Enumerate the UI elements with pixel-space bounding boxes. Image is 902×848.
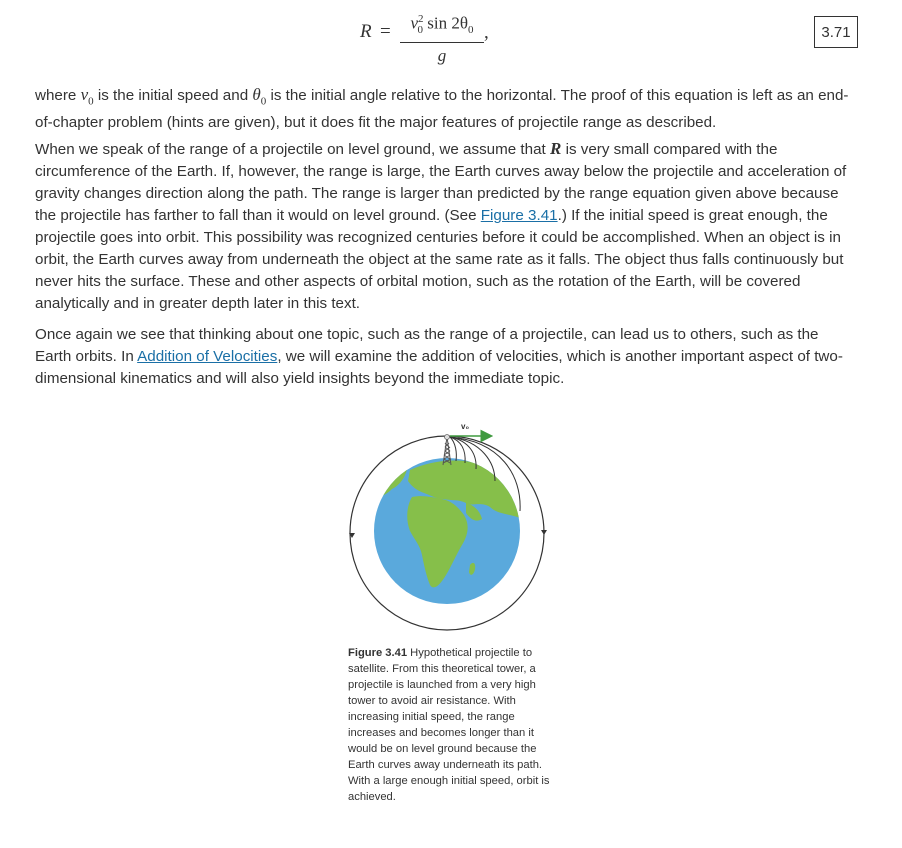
equation-denominator: g xyxy=(437,46,447,66)
earth-orbit-figure xyxy=(340,415,560,640)
p2-text-2: is very small compared with the circumference of the Earth. If, however, the range is large, the Earth curves away below the projectile and acceleration of gravity changes direction along the path. The range is larger than predicted by the range equation given above because the projectile has farther to fall than it would on level ground. (See xyxy=(35,141,847,224)
p1-theta-symbol: θ xyxy=(252,85,261,104)
p1-v0-sub: 0 xyxy=(88,95,94,108)
paragraph-1 xyxy=(35,84,855,134)
fraction-bar xyxy=(400,42,484,43)
p3-text-2: , we will examine the addition of velocities, which is another important aspect of two-dimensional kinematics and will also yield insights beyond the immediate topic. xyxy=(35,348,843,387)
equation-numerator xyxy=(400,8,484,41)
equation-lhs: R xyxy=(360,21,372,42)
figure-caption xyxy=(348,645,553,805)
projectile xyxy=(445,435,450,440)
trajectory-1 xyxy=(450,437,456,461)
p1-text-1: where xyxy=(35,87,81,104)
numerator-v-sub: 0 xyxy=(417,24,424,37)
p2-text-1: When we speak of the range of a projectile on level ground, we assume that xyxy=(35,141,550,158)
equation-number: 3.71 xyxy=(814,16,858,48)
caption-text: Hypothetical projectile to satellite. From this theoretical tower, a projectile is launched from a very high tower to avoid air resistance. With increasing initial speed, the range increases and becomes longer than it would be on level ground because the Earth curves away underneath its path. With a large enough initial speed, orbit is achieved. xyxy=(348,647,550,803)
p1-v0-symbol: v xyxy=(80,85,89,104)
figure-3-41-link[interactable]: Figure 3.41 xyxy=(480,207,558,224)
equation-equals: = xyxy=(380,21,391,42)
p1-theta-sub: 0 xyxy=(260,95,267,108)
p3-text-1: Once again we see that thinking about one topic, such as the range of a projectile, can lead us to others, such as the Earth orbits. In xyxy=(35,326,819,365)
caption-label: Figure 3.41 xyxy=(348,647,408,659)
numerator-sin: sin 2θ xyxy=(423,13,469,33)
equation-fraction xyxy=(400,8,484,67)
p2-R-symbol: R xyxy=(550,139,562,158)
paragraph-2 xyxy=(35,138,855,315)
numerator-v: v xyxy=(410,13,419,33)
addition-of-velocities-link[interactable]: Addition of Velocities xyxy=(137,348,278,365)
orbit-arrow-right xyxy=(541,530,547,535)
p1-text-2: is the initial speed and xyxy=(93,87,253,104)
paragraph-3 xyxy=(35,324,855,390)
p1-v0 xyxy=(80,85,94,108)
p1-theta0 xyxy=(252,85,267,108)
v0-label: v₀ xyxy=(461,422,470,431)
p1-text-3: is the initial angle relative to the horizontal. The proof of this equation is left as an end-of-chapter problem (hints are given), but it does fit the major features of projectile range as described. xyxy=(35,87,849,132)
range-equation xyxy=(360,8,500,66)
p2-text-3: .) If the initial speed is great enough, the projectile goes into orbit. This possibility was recognized centuries before it could be accomplished. When an object is in orbit, the Earth curves away from underneath the object at the same rate as it falls. The object thus falls continuously but never hits the surface. These and other aspects of orbital motion, such as the rotation of the Earth, will be covered analytically and in greater depth later in this text. xyxy=(35,207,844,312)
numerator-v-sup: 2 xyxy=(418,13,424,25)
equation-comma: , xyxy=(484,22,489,43)
numerator-theta-sub: 0 xyxy=(468,24,474,37)
